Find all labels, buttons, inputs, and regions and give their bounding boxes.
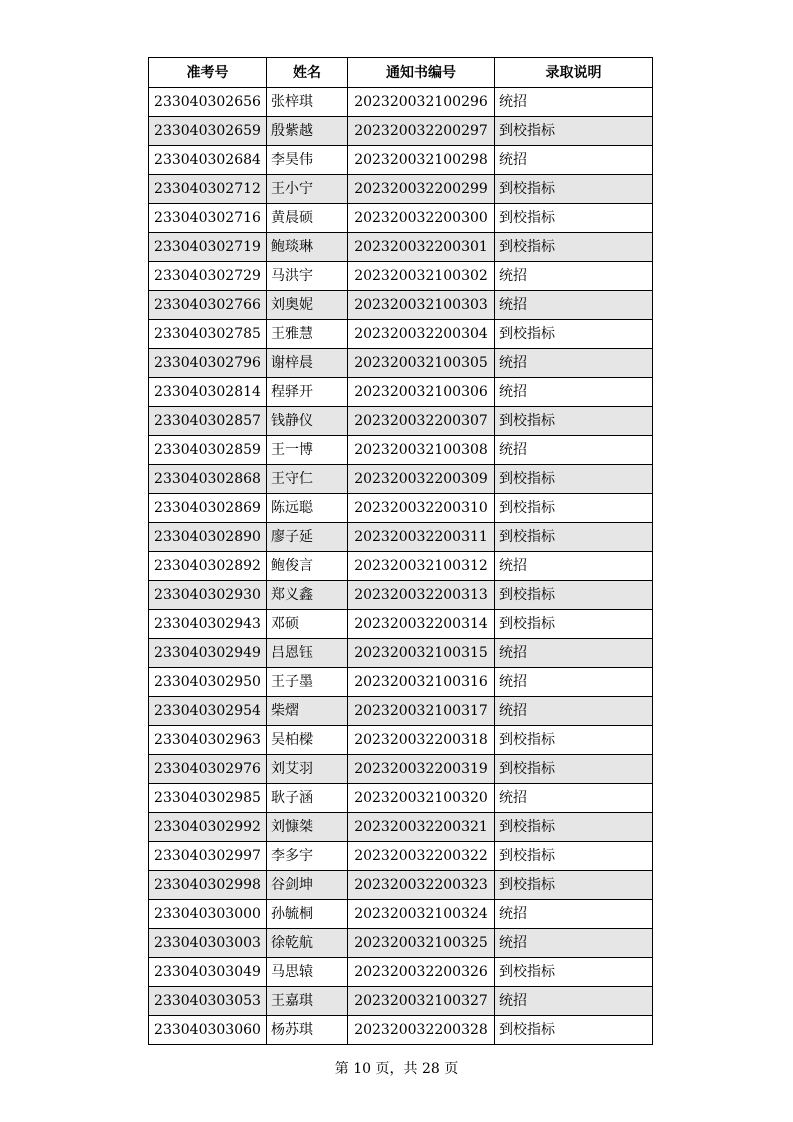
cell-notice-number: 202320032100325: [348, 929, 495, 958]
cell-exam-number: 233040302656: [149, 88, 267, 117]
header-notice-number: 通知书编号: [348, 58, 495, 88]
cell-name: 王子墨: [267, 668, 348, 697]
cell-admission-note: 统招: [495, 262, 653, 291]
cell-exam-number: 233040302963: [149, 726, 267, 755]
header-name: 姓名: [267, 58, 348, 88]
cell-exam-number: 233040302796: [149, 349, 267, 378]
header-exam-number: 准考号: [149, 58, 267, 88]
cell-exam-number: 233040302729: [149, 262, 267, 291]
cell-name: 王嘉琪: [267, 987, 348, 1016]
cell-name: 马洪宇: [267, 262, 348, 291]
cell-name: 钱静仪: [267, 407, 348, 436]
cell-name: 黄晨硕: [267, 204, 348, 233]
cell-exam-number: 233040302766: [149, 291, 267, 320]
cell-exam-number: 233040302949: [149, 639, 267, 668]
cell-notice-number: 202320032100305: [348, 349, 495, 378]
cell-notice-number: 202320032200322: [348, 842, 495, 871]
cell-exam-number: 233040302859: [149, 436, 267, 465]
cell-notice-number: 202320032200309: [348, 465, 495, 494]
table-row: [149, 552, 653, 581]
cell-notice-number: 202320032100303: [348, 291, 495, 320]
cell-exam-number: 233040302868: [149, 465, 267, 494]
table-row: [149, 726, 653, 755]
cell-notice-number: 202320032200318: [348, 726, 495, 755]
cell-admission-note: 到校指标: [495, 581, 653, 610]
cell-notice-number: 202320032200299: [348, 175, 495, 204]
cell-exam-number: 233040302814: [149, 378, 267, 407]
cell-name: 鲍俊言: [267, 552, 348, 581]
cell-notice-number: 202320032200311: [348, 523, 495, 552]
cell-notice-number: 202320032200328: [348, 1016, 495, 1045]
cell-name: 张梓琪: [267, 88, 348, 117]
table-row: [149, 349, 653, 378]
cell-notice-number: 202320032200323: [348, 871, 495, 900]
table-row: [149, 233, 653, 262]
cell-exam-number: 233040302930: [149, 581, 267, 610]
table-row: [149, 697, 653, 726]
cell-admission-note: 统招: [495, 987, 653, 1016]
cell-name: 柴熠: [267, 697, 348, 726]
cell-admission-note: 统招: [495, 146, 653, 175]
cell-admission-note: 统招: [495, 436, 653, 465]
cell-exam-number: 233040302950: [149, 668, 267, 697]
cell-admission-note: 到校指标: [495, 407, 653, 436]
cell-name: 陈远聪: [267, 494, 348, 523]
cell-name: 谷剑坤: [267, 871, 348, 900]
cell-notice-number: 202320032200310: [348, 494, 495, 523]
cell-exam-number: 233040302869: [149, 494, 267, 523]
cell-admission-note: 到校指标: [495, 755, 653, 784]
cell-notice-number: 202320032200313: [348, 581, 495, 610]
cell-name: 殷紫越: [267, 117, 348, 146]
table-row: [149, 668, 653, 697]
table-row: [149, 407, 653, 436]
cell-admission-note: 到校指标: [495, 871, 653, 900]
table-row: [149, 987, 653, 1016]
cell-admission-note: 到校指标: [495, 726, 653, 755]
cell-exam-number: 233040302998: [149, 871, 267, 900]
cell-admission-note: 统招: [495, 378, 653, 407]
cell-notice-number: 202320032100298: [348, 146, 495, 175]
cell-admission-note: 到校指标: [495, 494, 653, 523]
cell-admission-note: 统招: [495, 291, 653, 320]
cell-admission-note: 到校指标: [495, 117, 653, 146]
cell-admission-note: 到校指标: [495, 958, 653, 987]
cell-name: 杨苏琪: [267, 1016, 348, 1045]
cell-admission-note: 统招: [495, 668, 653, 697]
cell-notice-number: 202320032200321: [348, 813, 495, 842]
cell-notice-number: 202320032100315: [348, 639, 495, 668]
table-row: [149, 581, 653, 610]
table-row: [149, 291, 653, 320]
cell-admission-note: 统招: [495, 929, 653, 958]
cell-name: 吴柏樑: [267, 726, 348, 755]
table-row: [149, 175, 653, 204]
cell-name: 王雅慧: [267, 320, 348, 349]
cell-notice-number: 202320032200301: [348, 233, 495, 262]
cell-admission-note: 统招: [495, 349, 653, 378]
cell-admission-note: 到校指标: [495, 842, 653, 871]
table-row: [149, 320, 653, 349]
cell-exam-number: 233040302857: [149, 407, 267, 436]
cell-notice-number: 202320032100302: [348, 262, 495, 291]
cell-notice-number: 202320032200307: [348, 407, 495, 436]
cell-exam-number: 233040302943: [149, 610, 267, 639]
cell-exam-number: 233040303003: [149, 929, 267, 958]
table-row: [149, 929, 653, 958]
cell-admission-note: 到校指标: [495, 1016, 653, 1045]
cell-notice-number: 202320032100316: [348, 668, 495, 697]
cell-exam-number: 233040303060: [149, 1016, 267, 1045]
table-row: [149, 146, 653, 175]
cell-exam-number: 233040302976: [149, 755, 267, 784]
cell-name: 鲍琰琳: [267, 233, 348, 262]
page-footer: 第 10 页，共 28 页: [334, 1061, 459, 1077]
cell-notice-number: 202320032100317: [348, 697, 495, 726]
cell-name: 程驿开: [267, 378, 348, 407]
cell-exam-number: 233040302659: [149, 117, 267, 146]
table-row: [149, 117, 653, 146]
table-row: [149, 204, 653, 233]
cell-exam-number: 233040303053: [149, 987, 267, 1016]
cell-name: 刘奥妮: [267, 291, 348, 320]
cell-notice-number: 202320032100327: [348, 987, 495, 1016]
cell-admission-note: 到校指标: [495, 320, 653, 349]
cell-admission-note: 到校指标: [495, 813, 653, 842]
cell-name: 王守仁: [267, 465, 348, 494]
cell-admission-note: 统招: [495, 900, 653, 929]
cell-name: 孙毓桐: [267, 900, 348, 929]
admission-table: [148, 57, 653, 1045]
cell-name: 郑义鑫: [267, 581, 348, 610]
table-row: [149, 378, 653, 407]
cell-exam-number: 233040302954: [149, 697, 267, 726]
cell-exam-number: 233040302890: [149, 523, 267, 552]
cell-notice-number: 202320032100308: [348, 436, 495, 465]
table-row: [149, 639, 653, 668]
table-row: [149, 1016, 653, 1045]
cell-name: 王一博: [267, 436, 348, 465]
cell-admission-note: 到校指标: [495, 610, 653, 639]
cell-exam-number: 233040302684: [149, 146, 267, 175]
cell-exam-number: 233040302992: [149, 813, 267, 842]
cell-name: 耿子涵: [267, 784, 348, 813]
cell-notice-number: 202320032200319: [348, 755, 495, 784]
cell-notice-number: 202320032100306: [348, 378, 495, 407]
cell-name: 邓硕: [267, 610, 348, 639]
cell-admission-note: 统招: [495, 552, 653, 581]
cell-admission-note: 统招: [495, 697, 653, 726]
cell-notice-number: 202320032100296: [348, 88, 495, 117]
cell-admission-note: 统招: [495, 88, 653, 117]
table-row: [149, 755, 653, 784]
cell-notice-number: 202320032100320: [348, 784, 495, 813]
cell-name: 王小宁: [267, 175, 348, 204]
cell-exam-number: 233040303049: [149, 958, 267, 987]
cell-admission-note: 到校指标: [495, 233, 653, 262]
cell-exam-number: 233040302712: [149, 175, 267, 204]
cell-exam-number: 233040302985: [149, 784, 267, 813]
cell-notice-number: 202320032200314: [348, 610, 495, 639]
cell-exam-number: 233040302785: [149, 320, 267, 349]
cell-admission-note: 统招: [495, 784, 653, 813]
table-row: [149, 610, 653, 639]
cell-notice-number: 202320032200326: [348, 958, 495, 987]
table-row: [149, 436, 653, 465]
table-row: [149, 900, 653, 929]
table-row: [149, 465, 653, 494]
cell-notice-number: 202320032200300: [348, 204, 495, 233]
table-row: [149, 842, 653, 871]
cell-exam-number: 233040302892: [149, 552, 267, 581]
cell-name: 谢梓晨: [267, 349, 348, 378]
cell-name: 刘艾羽: [267, 755, 348, 784]
cell-exam-number: 233040302997: [149, 842, 267, 871]
table-row: [149, 958, 653, 987]
table-header-row: [149, 58, 653, 88]
cell-admission-note: 到校指标: [495, 465, 653, 494]
cell-exam-number: 233040302716: [149, 204, 267, 233]
cell-notice-number: 202320032200297: [348, 117, 495, 146]
table-row: [149, 88, 653, 117]
table-row: [149, 871, 653, 900]
cell-notice-number: 202320032200304: [348, 320, 495, 349]
table-row: [149, 494, 653, 523]
table-row: [149, 784, 653, 813]
cell-name: 马思辕: [267, 958, 348, 987]
cell-name: 徐乾航: [267, 929, 348, 958]
cell-exam-number: 233040302719: [149, 233, 267, 262]
cell-name: 廖子延: [267, 523, 348, 552]
table-row: [149, 523, 653, 552]
table-body: [149, 88, 653, 1045]
cell-admission-note: 到校指标: [495, 523, 653, 552]
cell-admission-note: 统招: [495, 639, 653, 668]
header-admission-note: 录取说明: [495, 58, 653, 88]
cell-admission-note: 到校指标: [495, 175, 653, 204]
cell-exam-number: 233040303000: [149, 900, 267, 929]
cell-notice-number: 202320032100312: [348, 552, 495, 581]
cell-name: 刘慷桀: [267, 813, 348, 842]
cell-admission-note: 到校指标: [495, 204, 653, 233]
table-row: [149, 813, 653, 842]
cell-name: 李多宇: [267, 842, 348, 871]
cell-name: 李昊伟: [267, 146, 348, 175]
table-row: [149, 262, 653, 291]
cell-notice-number: 202320032100324: [348, 900, 495, 929]
cell-name: 吕恩钰: [267, 639, 348, 668]
